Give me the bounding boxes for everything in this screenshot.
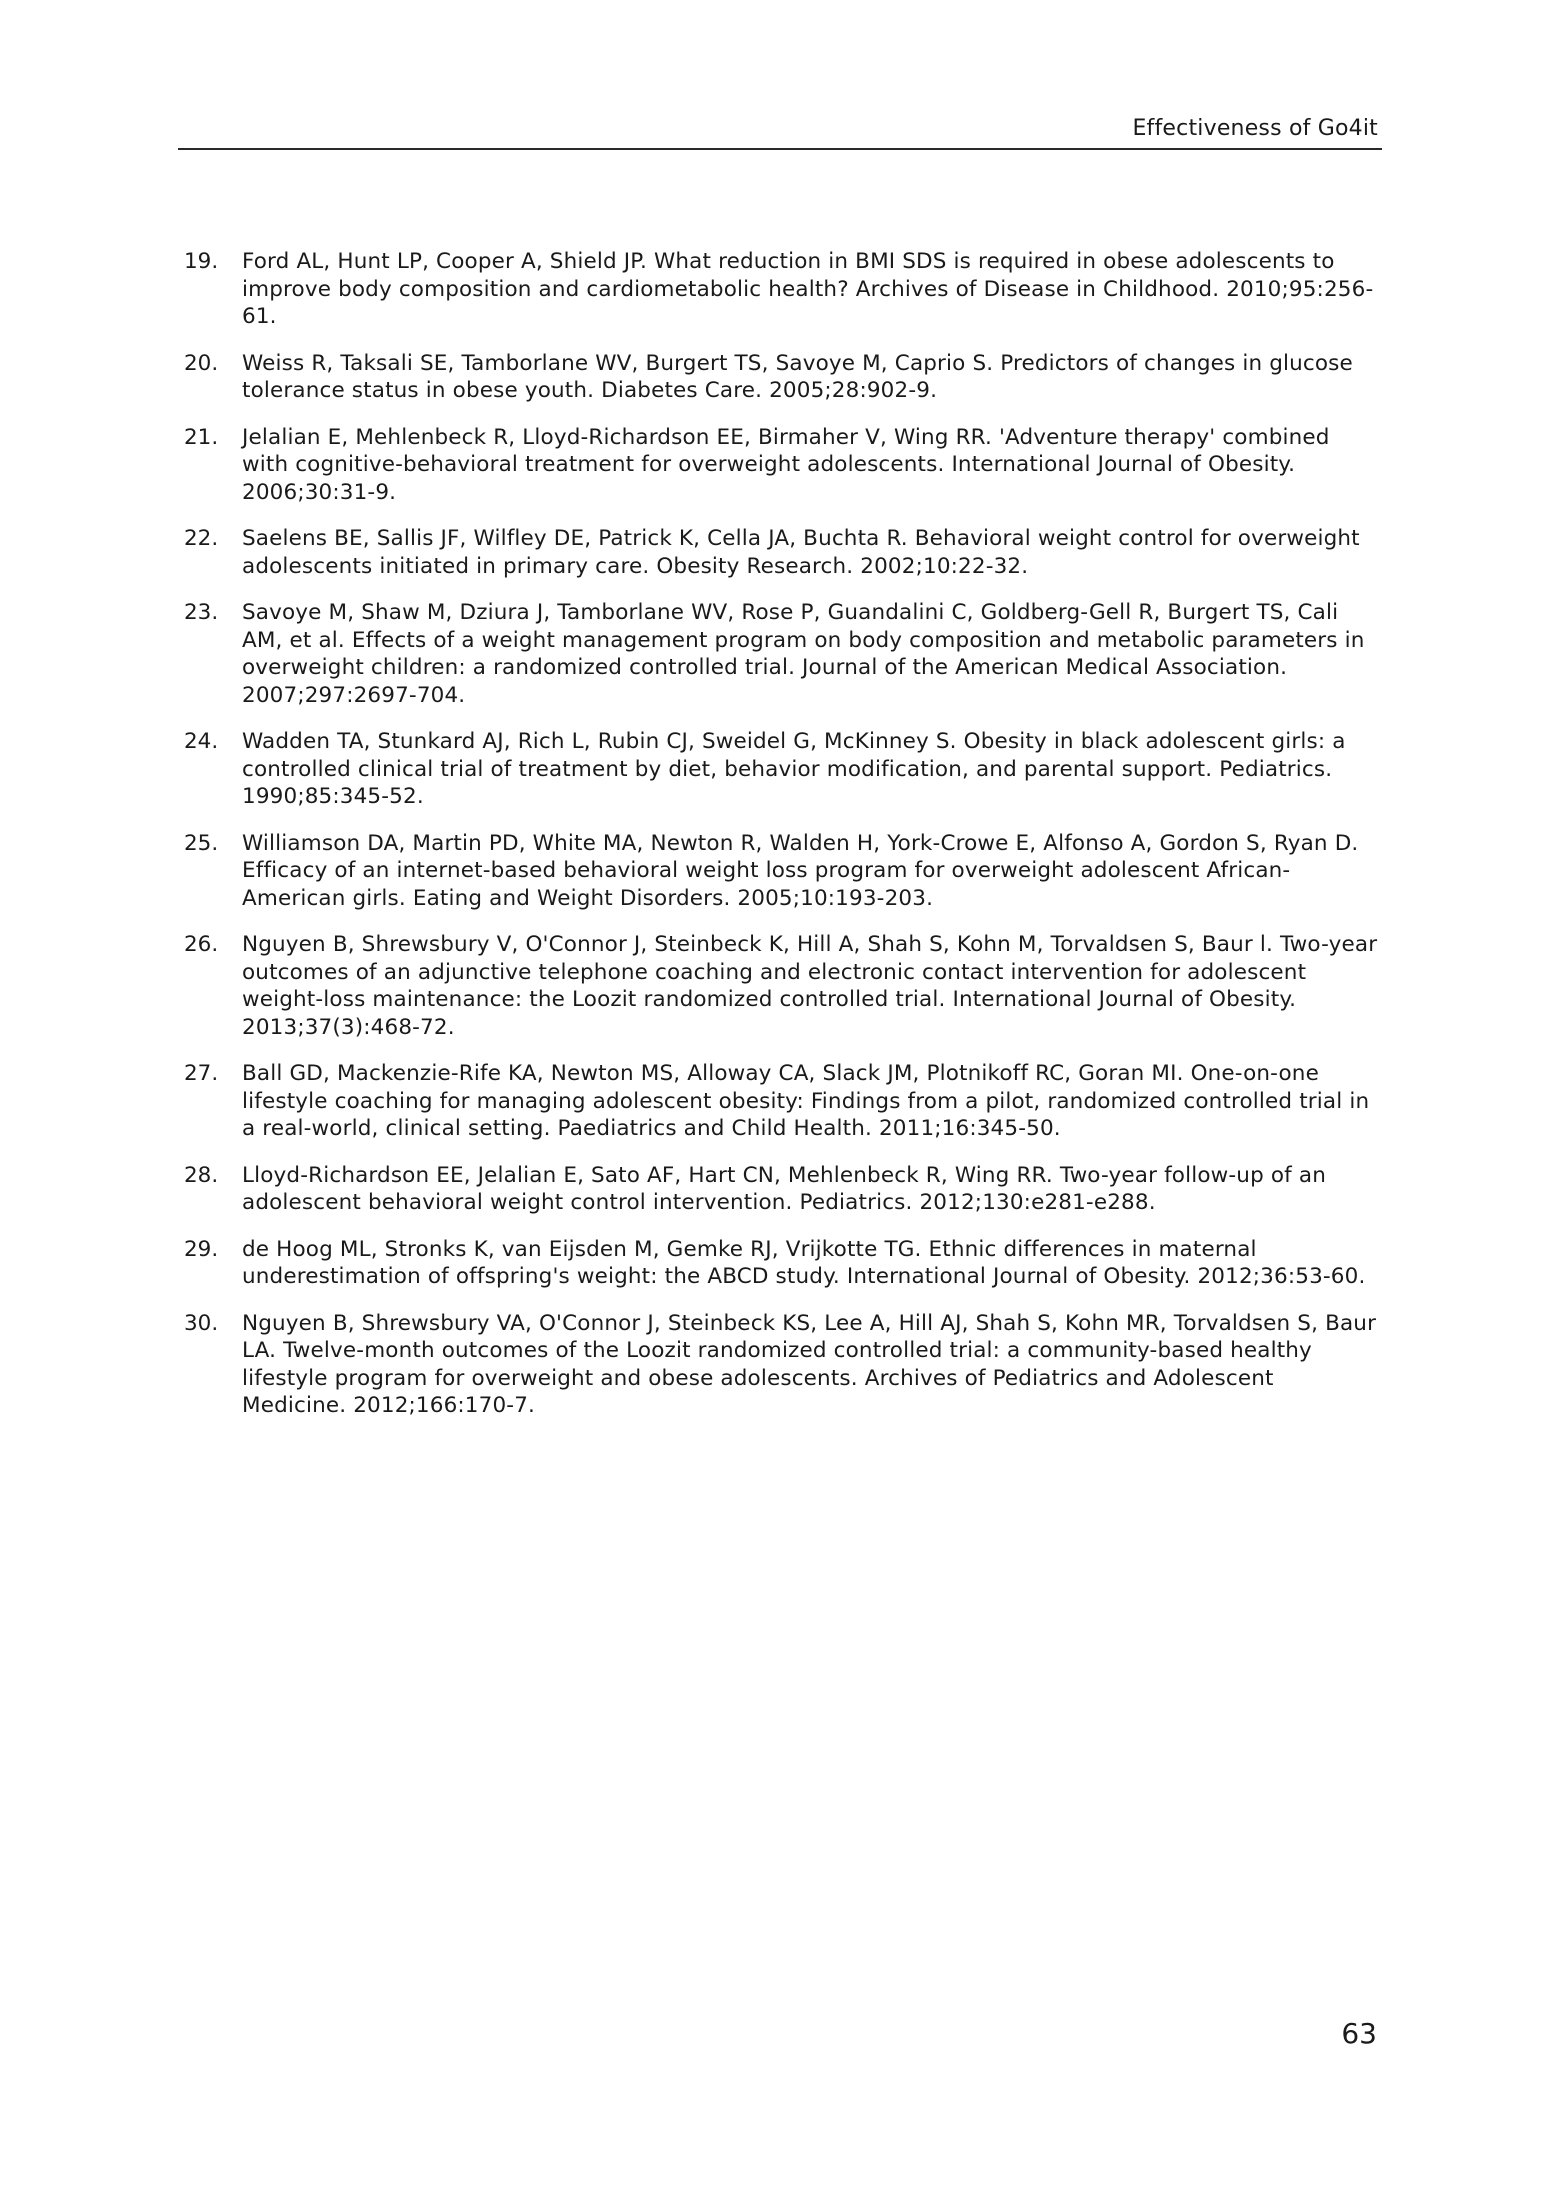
page-header xyxy=(178,112,1382,150)
reference-text: Lloyd-Richardson EE, Jelalian E, Sato AF, Hart CN, Mehlenbeck R, Wing RR. Two-year follow-up of an adolescent behavioral weight control intervention. Pediatrics. 2012;130:e281-e288. xyxy=(242,1162,1326,1215)
reference-item xyxy=(178,248,1382,331)
reference-text: Ball GD, Mackenzie-Rife KA, Newton MS, Alloway CA, Slack JM, Plotnikoff RC, Goran MI. One-on-one lifestyle coaching for managing adolescent obesity: Findings from a pilot, randomized controlled trial in a real-world, clinical setting. Paediatrics and Child Health. 2011;16:345-50. xyxy=(242,1061,1370,1141)
reference-number: 24. xyxy=(184,729,219,754)
reference-item xyxy=(178,1310,1382,1420)
reference-text: Weiss R, Taksali SE, Tamborlane WV, Burgert TS, Savoye M, Caprio S. Predictors of changes in glucose tolerance status in obese youth. Diabetes Care. 2005;28:902-9. xyxy=(242,350,1353,403)
reference-item xyxy=(178,525,1382,580)
reference-item xyxy=(178,350,1382,405)
reference-number: 21. xyxy=(184,424,219,450)
reference-number: 26. xyxy=(184,932,219,957)
reference-text: Ford AL, Hunt LP, Cooper A, Shield JP. What reduction in BMI SDS is required in obese adolescents to improve body composition and cardiometabolic health? Archives of Disease in Childhood. 2010;95:256-61. xyxy=(242,249,1374,329)
reference-item xyxy=(178,728,1382,811)
running-title: Effectiveness of Go4it xyxy=(1132,116,1378,141)
reference-number: 20. xyxy=(184,350,219,376)
reference-item xyxy=(178,424,1382,507)
reference-text: Williamson DA, Martin PD, White MA, Newton R, Walden H, York-Crowe E, Alfonso A, Gordon S, Ryan D. Efficacy of an internet-based behavioral weight loss program for overweight adolescent African-American girls. Eating and Weight Disorders. 2005;10:193-203. xyxy=(242,830,1359,911)
reference-number: 25. xyxy=(184,830,219,856)
reference-text: Nguyen B, Shrewsbury V, O'Connor J, Steinbeck K, Hill A, Shah S, Kohn M, Torvaldsen S, Baur l. Two-year outcomes of an adjunctive telephone coaching and electronic contact intervention for adolescent weight-loss maintenance: the Loozit randomized controlled trial. International Journal of Obesity. 2013;37(3):468-72. xyxy=(242,932,1378,1040)
reference-item xyxy=(178,1236,1382,1291)
reference-item xyxy=(178,1060,1382,1143)
reference-text: de Hoog ML, Stronks K, van Eijsden M, Gemke RJ, Vrijkotte TG. Ethnic differences in maternal underestimation of offspring's weight: the ABCD study. International Journal of Obesity. 2012;36:53-60. xyxy=(242,1236,1366,1289)
reference-text: Nguyen B, Shrewsbury VA, O'Connor J, Steinbeck KS, Lee A, Hill AJ, Shah S, Kohn MR, Torvaldsen S, Baur LA. Twelve-month outcomes of the Loozit randomized controlled trial: a community-based healthy lifestyle program for overweight and obese adolescents. Archives of Pediatrics and Adolescent Medicine. 2012;166:170-7. xyxy=(242,1310,1377,1418)
reference-number: 27. xyxy=(184,1061,219,1086)
reference-list xyxy=(178,248,1382,1439)
reference-item xyxy=(178,931,1382,1041)
reference-text: Jelalian E, Mehlenbeck R, Lloyd-Richardson EE, Birmaher V, Wing RR. 'Adventure therapy' combined with cognitive-behavioral treatment for overweight adolescents. International Journal of Obesity. 2006;30:31-9. xyxy=(242,424,1330,505)
reference-number: 30. xyxy=(184,1310,219,1336)
reference-item xyxy=(178,1162,1382,1217)
page-number: 63 xyxy=(1341,2017,1377,2050)
reference-item xyxy=(178,830,1382,913)
reference-text: Wadden TA, Stunkard AJ, Rich L, Rubin CJ, Sweidel G, McKinney S. Obesity in black adolescent girls: a controlled clinical trial of treatment by diet, behavior modification, and parental support. Pediatrics. 1990;85:345-52. xyxy=(242,729,1346,809)
reference-number: 29. xyxy=(184,1236,219,1262)
reference-number: 28. xyxy=(184,1162,219,1188)
reference-text: Savoye M, Shaw M, Dziura J, Tamborlane WV, Rose P, Guandalini C, Goldberg-Gell R, Burgert TS, Cali AM, et al. Effects of a weight management program on body composition and metabolic parameters in overweight children: a randomized controlled trial. Journal of the American Medical Association. 2007;297:2697-704. xyxy=(242,600,1365,708)
reference-item xyxy=(178,599,1382,709)
reference-number: 19. xyxy=(184,249,219,274)
reference-text: Saelens BE, Sallis JF, Wilfley DE, Patrick K, Cella JA, Buchta R. Behavioral weight control for overweight adolescents initiated in primary care. Obesity Research. 2002;10:22-32. xyxy=(242,526,1360,579)
reference-number: 22. xyxy=(184,526,219,551)
reference-number: 23. xyxy=(184,600,219,625)
